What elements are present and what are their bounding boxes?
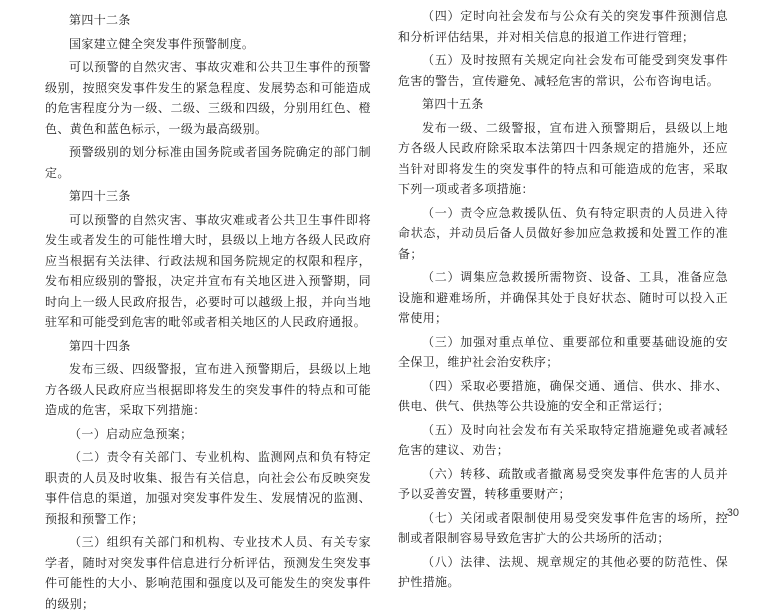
list-item: （一）启动应急预案； xyxy=(69,426,193,441)
article-heading: 第四十五条 xyxy=(422,97,484,111)
list-item: （一）责令应急救援队伍、负有特定职责的人员进入待命状态，并动员后备人员做好参加应急救援和处置工作的准备； xyxy=(398,205,728,261)
paragraph: 可以预警的自然灾害、事故灾难和公共卫生事件的预警级别，按照突发事件发生的紧急程度、发展势态和可能造成的危害程度分为一级、二级、三级和四级，分别用红色、橙色、黄色和蓝色标示，一级为最高级别。 xyxy=(45,60,371,136)
right-column xyxy=(398,6,728,593)
list-item: （四）采取必要措施，确保交通、通信、供水、排水、供电、供气、供热等公共设施的安全和正常运行； xyxy=(398,378,728,413)
list-item: （四）定时向社会发布与公众有关的突发事件预测信息和分析评估结果，并对相关信息的报道工作进行管理； xyxy=(398,9,728,44)
list-item: （二）调集应急救援所需物资、设备、工具，准备应急设施和避难场所，并确保其处于良好状态、随时可以投入正常使用； xyxy=(398,270,728,325)
list-item: （五）及时向社会发布有关采取特定措施避免或者减轻危害的建议、劝告； xyxy=(398,422,728,457)
list-item: （五）及时按照有关规定向社会发布可能受到突发事件危害的警告，宣传避免、减轻危害的常识，公布咨询电话。 xyxy=(398,53,728,88)
paragraph: 发布一级、二级警报，宣布进入预警期后，县级以上地方各级人民政府除采取本法第四十四条规定的措施外，还应当针对即将发生的突发事件的特点和可能造成的危害，采取下列一项或者多项措施： xyxy=(398,120,728,196)
list-item: （三）加强对重点单位、重要部位和重要基础设施的安全保卫，维护社会治安秩序； xyxy=(398,334,728,369)
article-heading: 第四十三条 xyxy=(69,189,131,203)
article-heading: 第四十二条 xyxy=(69,13,131,27)
list-item: （二）责令有关部门、专业机构、监测网点和负有特定职责的人员及时收集、报告有关信息，向社会公布反映突发事件信息的渠道，加强对突发事件发生、发展情况的监测、预报和预警工作； xyxy=(45,450,371,526)
paragraph: 发布三级、四级警报，宣布进入预警期后，县级以上地方各级人民政府应当根据即将发生的突发事件的特点和可能造成的危害，采取下列措施： xyxy=(45,362,371,417)
page-number: 30 xyxy=(726,507,739,519)
paragraph: 国家建立健全突发事件预警制度。 xyxy=(69,36,255,51)
list-item: （八）法律、法规、规章规定的其他必要的防范性、保护性措施。 xyxy=(398,554,728,589)
article-heading: 第四十四条 xyxy=(69,338,131,353)
list-item: （六）转移、疏散或者撤离易受突发事件危害的人员并予以妥善安置，转移重要财产； xyxy=(398,466,728,501)
list-item: （七）关闭或者限制使用易受突发事件危害的场所，控制或者限制容易导致危害扩大的公共场所的活动； xyxy=(398,510,728,545)
left-column xyxy=(45,6,371,614)
paragraph: 预警级别的划分标准由国务院或者国务院确定的部门制定。 xyxy=(45,145,371,180)
list-item: （三）组织有关部门和机构、专业技术人员、有关专家学者，随时对突发事件信息进行分析评估，预测发生突发事件可能性的大小、影响范围和强度以及可能发生的突发事件的级别； xyxy=(45,535,371,611)
paragraph: 可以预警的自然灾害、事故灾难或者公共卫生事件即将发生或者发生的可能性增大时，县级以上地方各级人民政府应当根据有关法律、行政法规和国务院规定的权限和程序，发布相应级别的警报，决定并宣布有关地区进入预警期，同时向上一级人民政府报告，必要时可以越级上报，并向当地驻军和可能受到危害的毗邻或者相关地区的人民政府通报。 xyxy=(45,212,371,329)
